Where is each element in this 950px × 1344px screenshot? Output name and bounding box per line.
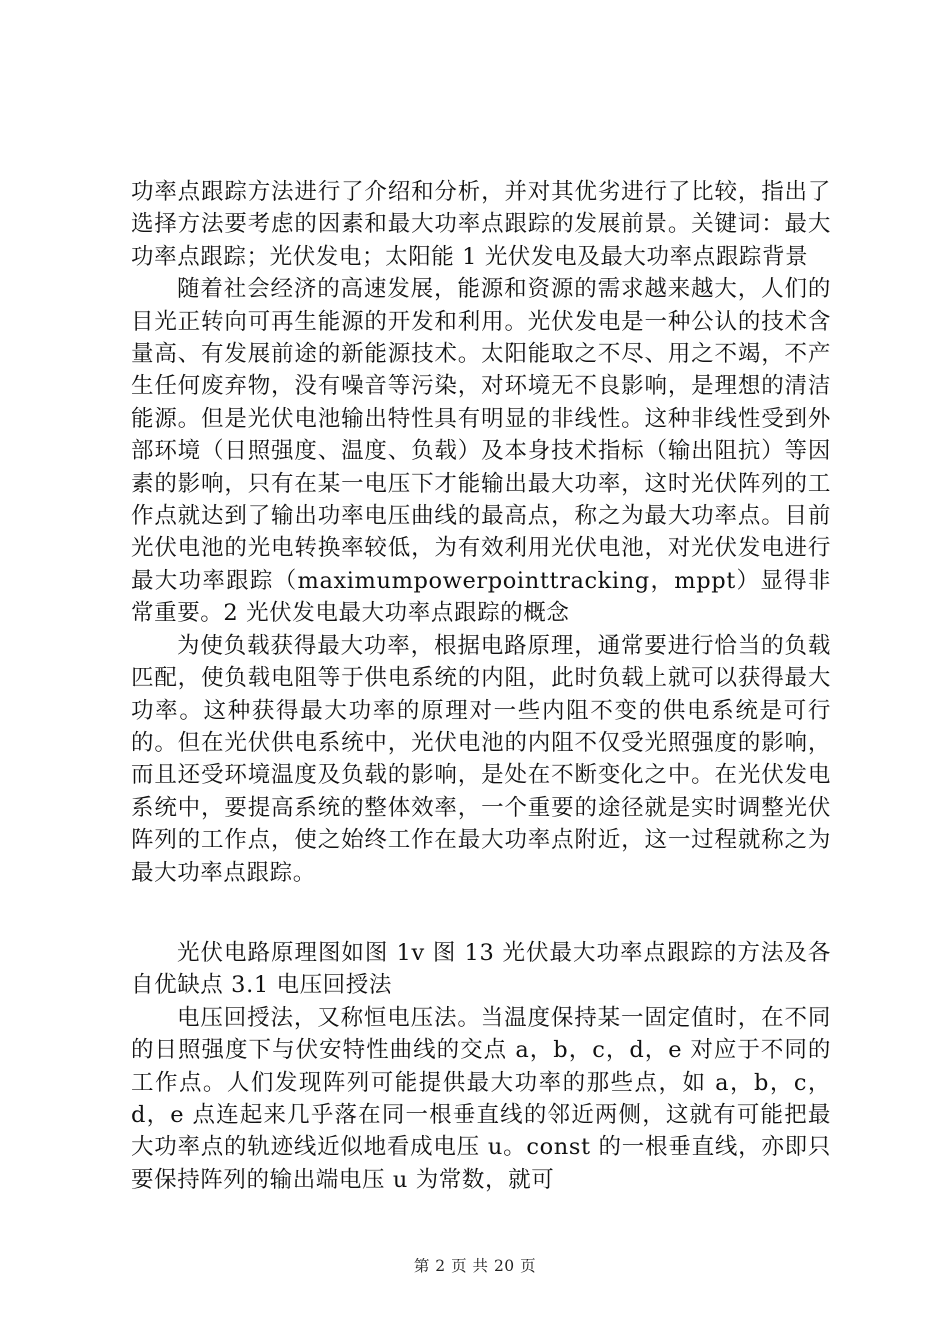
- paragraph-voltage-feedback: 电压回授法，又称恒电压法。当温度保持某一固定值时，在不同的日照强度下与伏安特性曲线的交点 a，b，c，d，e 对应于不同的工作点。人们发现阵列可能提供最大功率的那些点，如 a，b，c，d，e 点连起来几乎落在同一根垂直线的邻近两侧，这就有可能把最大功率点的轨迹线近似地看成电压 u。const 的一根垂直线，亦即只要保持阵列的输出端电压 u 为常数，就可: [131, 1004, 831, 1193]
- body-text: [131, 176, 831, 1196]
- paragraph-circuit-figure-heading: 光伏电路原理图如图 1v 图 13 光伏最大功率点跟踪的方法及各自优缺点 3.1 电压回授法: [131, 939, 831, 999]
- paragraph-background: 随着社会经济的高速发展，能源和资源的需求越来越大，人们的目光正转向可再生能源的开发和利用。光伏发电是一种公认的技术含量高、有发展前途的新能源技术。太阳能取之不尽、用之不竭，不产生任何废弃物，没有噪音等污染，对环境无不良影响，是理想的清洁能源。但是光伏电池输出特性具有明显的非线性。这种非线性受到外部环境（日照强度、温度、负载）及本身技术指标（输出阻抗）等因素的影响，只有在某一电压下才能输出最大功率，这时光伏阵列的工作点就达到了输出功率电压曲线的最高点，称之为最大功率点。目前光伏电池的光电转换率较低，为有效利用光伏电池，对光伏发电进行最大功率跟踪（maximumpowerpointtracking，mppt）显得非常重要。2 光伏发电最大功率点跟踪的概念: [131, 276, 831, 627]
- page-footer: 第 2 页 共 20 页: [413, 1257, 537, 1275]
- paragraph-mppt-concept: 为使负载获得最大功率，根据电路原理，通常要进行恰当的负载匹配，使负载电阻等于供电系统的内阻，此时负载上就可以获得最大功率。这种获得最大功率的原理对一些内阻不变的供电系统是可行的。但在光伏供电系统中，光伏电池的内阻不仅受光照强度的影响，而且还受环境温度及负载的影响，是处在不断变化之中。在光伏发电系统中，要提高系统的整体效率，一个重要的途径就是实时调整光伏阵列的工作点，使之始终工作在最大功率点附近，这一过程就称之为最大功率点跟踪。: [131, 632, 831, 886]
- paragraph-abstract-keywords: 功率点跟踪方法进行了介绍和分析，并对其优劣进行了比较，指出了选择方法要考虑的因素和最大功率点跟踪的发展前景。关键词：最大功率点跟踪；光伏发电；太阳能 1 光伏发电及最大功率点跟踪背景: [131, 179, 831, 270]
